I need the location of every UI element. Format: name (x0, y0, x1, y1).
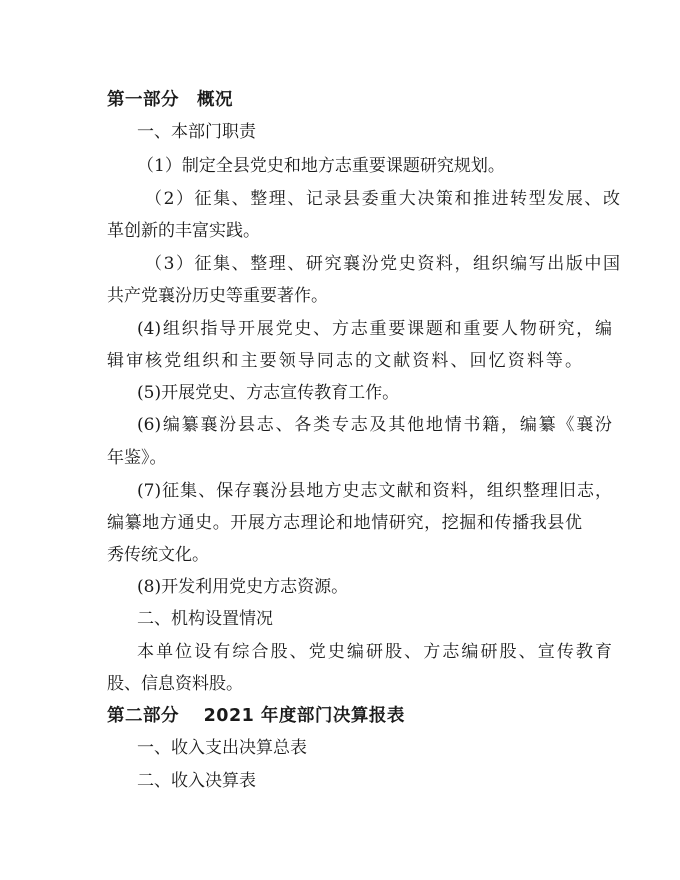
section2-title: 二、机构设置情况 (137, 609, 273, 629)
item7-line2: 编纂地方通史。开展方志理论和地情研究，挖掘和传播我县优 (107, 513, 582, 533)
table2-title: 二、收入决算表 (137, 771, 256, 791)
item3-line2: 共产党襄汾历史等重要著作。 (107, 286, 328, 306)
item8-text: (8)开发利用党史方志资源。 (137, 577, 349, 597)
org-line2: 股、信息资料股。 (107, 674, 243, 694)
section1-title: 一、本部门职责 (137, 122, 256, 142)
item5-text: (5)开展党史、方志宣传教育工作。 (137, 383, 400, 403)
item7-line1: (7)征集、保存襄汾县地方史志文献和资料，组织整理旧志， (137, 481, 612, 501)
table1-title: 一、收入支出决算总表 (137, 738, 307, 758)
item7-line3: 秀传统文化。 (107, 545, 209, 565)
part2-heading: 第二部分 2021 年度部门决算报表 (107, 706, 405, 726)
org-line1: 本单位设有综合股、党史编研股、方志编研股、宣传教育 (137, 642, 612, 662)
item3-line1: （3）征集、整理、研究襄汾党史资料，组织编写出版中国 (145, 254, 620, 274)
item1-text: （1）制定全县党史和地方志重要课题研究规划。 (137, 156, 505, 176)
item2-line1: （2）征集、整理、记录县委重大决策和推进转型发展、改 (145, 189, 620, 209)
item6-line2: 年鉴》。 (107, 448, 167, 468)
item4-line2: 辑审核党组织和主要领导同志的文献资料、回忆资料等。 (107, 351, 582, 371)
item2-line2: 革创新的丰富实践。 (107, 221, 260, 241)
item4-line1: (4)组织指导开展党史、方志重要课题和重要人物研究，编 (137, 319, 612, 339)
part1-heading: 第一部分 概况 (107, 90, 233, 110)
item6-line1: (6)编纂襄汾县志、各类专志及其他地情书籍，编纂《襄汾 (137, 415, 612, 435)
